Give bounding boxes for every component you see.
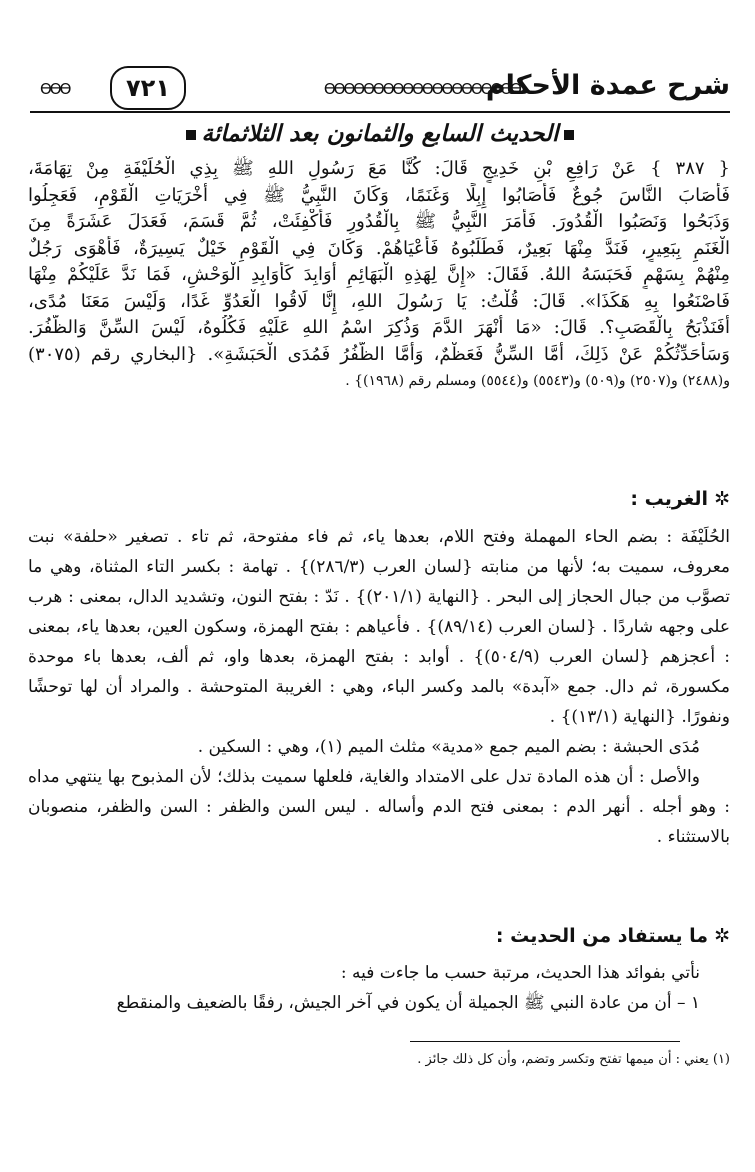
page-number: ٧٢١ (110, 66, 186, 110)
hadith-title-text: الحديث السابع والثمانون بعد الثلاثمائة (201, 120, 559, 147)
page-header (30, 66, 730, 110)
hadith-line: وَسَأُحَدِّثُكُمْ عَنْ ذَلِكَ، أَمَّا السِّنُّ فَعَظْمٌ، وَأَمَّا الظُّفُرُ فَمُدَى الْحَبَشَةِ». {البخاري رقم (٣٠٧٥) (28, 343, 730, 365)
hadith-references: و(٢٤٨٨) و(٢٥٠٧) و(٥٠٩) و(٥٥٤٣) و(٥٥٤٤) ومسلم رقم (١٩٦٨)} . (345, 373, 730, 389)
gharib-paragraph: مُدَى الحبشة : بضم الميم جمع «مدية» مثلث الميم (١)، وهي : السكين . (197, 737, 700, 757)
hadith-line: الْغَنَمِ بِبَعِيرٍ، فَنَدَّ مِنْهَا بَعِيرٌ، فَطَلَبُوهُ فَأَعْيَاهُمْ. وَكَانَ فِي الْقَوْمِ خَيْلٌ يَسِيرَةٌ، فَأَهْوَى رَجُلٌ (28, 237, 730, 259)
hadith-line: { ٣٨٧ } عَنْ رَافِعِ بْنِ خَدِيجٍ قَالَ: كُنَّا مَعَ رَسُولِ اللهِ ﷺ بِذِي الْحُلَيْفَةِ مِنْ تِهَامَةَ، (28, 158, 730, 179)
hadith-line: فَأَصَابَ النَّاسَ جُوعٌ فَأَصَابُوا إِبِلًا وَغَنَمًا، وَكَانَ النَّبِيُّ ﷺ فِي أُخْرَيَاتِ الْقَوْمِ، فَعَجِلُوا (28, 184, 730, 206)
book-title: شرح عمدة الأحكام (485, 70, 730, 101)
hadith-line: فَاصْنَعُوا بِهِ هَكَذَا». قَالَ: قُلْتُ: يَا رَسُولَ اللهِ، إِنَّا لَاقُوا الْعَدُوِّ غَدًا، وَلَيْسَ مَعَنَا مُدًى، (28, 290, 730, 312)
footnote: (١) يعني : أن ميمها تفتح وتكسر وتضم، وأن كل ذلك جائز . (417, 1052, 730, 1067)
asterisk-icon: ✲ (714, 488, 730, 510)
benefits-heading (496, 925, 730, 947)
square-bullet-icon (186, 130, 196, 140)
hadith-title (30, 120, 730, 147)
header-ornament-small: ӨӨӨ (40, 80, 70, 98)
gharib-heading (630, 488, 730, 510)
benefits-intro: نأتي بفوائد هذا الحديث، مرتبة حسب ما جاءت فيه : (340, 963, 700, 983)
header-divider (30, 111, 730, 113)
hadith-line: وَذَبَحُوا وَنَصَبُوا الْقُدُورَ. فَأَمَرَ النَّبِيُّ ﷺ بِالْقُدُورِ فَأُكْفِئَتْ، ثُمَّ قَسَمَ، فَعَدَلَ عَشَرَةً مِنَ (28, 211, 730, 232)
benefits-section (28, 958, 730, 1018)
benefits-heading-text: ما يستفاد من الحديث : (495, 925, 709, 947)
square-bullet-icon (564, 130, 574, 140)
gharib-heading-text: الغريب : (630, 488, 709, 510)
header-ornament: ӨӨӨӨӨӨӨӨӨӨӨӨӨӨӨӨӨӨӨӨ (323, 80, 520, 98)
hadith-text (28, 156, 730, 395)
footnote-divider (410, 1041, 680, 1042)
benefit-item: ١ – أن من عادة النبي ﷺ الجميلة أن يكون في آخر الجيش، رفقًا بالضعيف والمنقطع (116, 993, 700, 1013)
gharib-section (28, 522, 730, 852)
asterisk-icon: ✲ (714, 925, 730, 947)
gharib-paragraph: الحُلَيْفَة : بضم الحاء المهملة وفتح اللام، بعدها ياء، ثم فاء مفتوحة، ثم تاء . تصغير «حلفة» نبت معروف، سميت به؛ لأنها من منابته {لسان العرب (٢٨٦/٣)} . تهامة : بكسر التاء المثناة، وهي ما تصوَّب من جبال الحجاز إلى البحر . {النهاية (٢٠١/١)} . نَدّ : بفتح النون، وتشديد الدال، بمعنى : هرب على وجهه شاردًا . {لسان العرب (٨٩/١٤)} . فأعياهم : بفتح الهمزة، وسكون العين، بعدها ياء، بمعنى : أعجزهم {لسان العرب (٥٠٤/٩)} . أوابد : بفتح الهمزة، بعدها واو، ثم ألف، بعدها باء موحدة مكسورة، ثم دال. جمع «آبدة» بالمد وكسر الباء، وهي : الغريبة المتوحشة . والمراد أن لها توحشًا ونفورًا. {النهاية (١٣/١)} . (28, 527, 731, 727)
gharib-paragraph: والأصل : أن هذه المادة تدل على الامتداد والغاية، فلعلها سميت بذلك؛ لأن المذبوح بها ينتهي مداه : وهو أجله . أنهر الدم : بمعنى فتح الدم وأساله . ليس السن والظفر : السن والظفر، منصوبان بالاستثناء . (28, 767, 730, 847)
hadith-line: مِنْهُمْ بِسَهْمٍ فَحَبَسَهُ اللهُ. فَقَالَ: «إِنَّ لِهَذِهِ الْبَهَائِمِ أَوَابِدَ كَأَوَابِدِ الْوَحْشِ، فَمَا نَدَّ عَلَيْكُمْ مِنْهَا (28, 264, 730, 285)
hadith-line: أَفَنَذْبَحُ بِالْقَصَبِ؟. قَالَ: «مَا أَنْهَرَ الدَّمَ وَذُكِرَ اسْمُ اللهِ عَلَيْهِ فَكُلُوهُ، لَيْسَ السِّنَّ وَالظُّفُرَ. (28, 317, 730, 338)
